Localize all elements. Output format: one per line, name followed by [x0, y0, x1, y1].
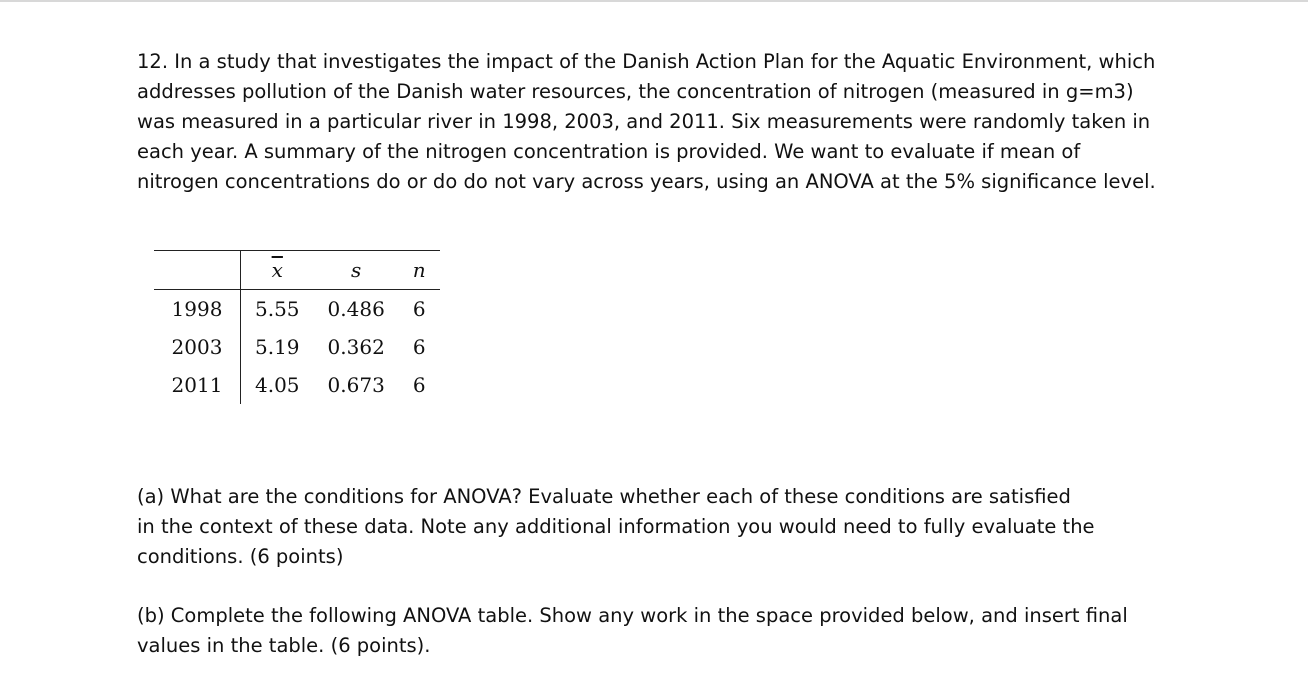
intro-line: each year. A summary of the nitrogen concentration is provided. We want to evaluate if mean of	[137, 140, 1081, 163]
cell-sd: 0.673	[327, 373, 385, 397]
question-part-b	[137, 601, 1197, 661]
table-header-row	[154, 251, 440, 290]
part-a-line: in the context of these data. Note any additional information you would need to fully evaluate the	[137, 515, 1095, 538]
cell-sd: 0.486	[327, 297, 385, 321]
table-row	[154, 328, 440, 366]
intro-line: nitrogen concentrations do or do do not vary across years, using an ANOVA at the 5% significance level.	[137, 170, 1156, 193]
question-intro	[137, 47, 1197, 197]
intro-line: addresses pollution of the Danish water resources, the concentration of nitrogen (measured in g=m3)	[137, 80, 1134, 103]
part-a-line: conditions. (6 points)	[137, 545, 344, 568]
part-b-line: (b) Complete the following ANOVA table. Show any work in the space provided below, and insert final	[137, 604, 1128, 627]
cell-mean: 5.55	[255, 297, 300, 321]
nitrogen-summary-table	[154, 250, 440, 404]
table-row	[154, 290, 440, 329]
table-row	[154, 366, 440, 404]
cell-n: 6	[412, 297, 426, 321]
cell-year: 2003	[154, 328, 241, 366]
header-sd: s	[314, 251, 399, 290]
cell-n: 6	[412, 373, 426, 397]
header-mean-label: $\overline{x}$	[271, 258, 283, 282]
cell-sd: 0.362	[327, 335, 385, 359]
part-b-line: values in the table. (6 points).	[137, 634, 431, 657]
header-year	[154, 251, 241, 290]
part-a-line: (a) What are the conditions for ANOVA? Evaluate whether each of these conditions are satisfied	[137, 485, 1071, 508]
question-part-a	[137, 482, 1197, 572]
intro-line: 12. In a study that investigates the impact of the Danish Action Plan for the Aquatic Environment, which	[137, 50, 1156, 73]
cell-year: 1998	[154, 290, 241, 329]
page-top-border	[0, 0, 1308, 2]
cell-year: 2011	[154, 366, 241, 404]
intro-line: was measured in a particular river in 1998, 2003, and 2011. Six measurements were randomly taken in	[137, 110, 1151, 133]
header-n: n	[399, 251, 440, 290]
cell-n: 6	[412, 335, 426, 359]
cell-mean: 4.05	[255, 373, 300, 397]
cell-mean: 5.19	[255, 335, 300, 359]
header-mean	[241, 251, 314, 290]
